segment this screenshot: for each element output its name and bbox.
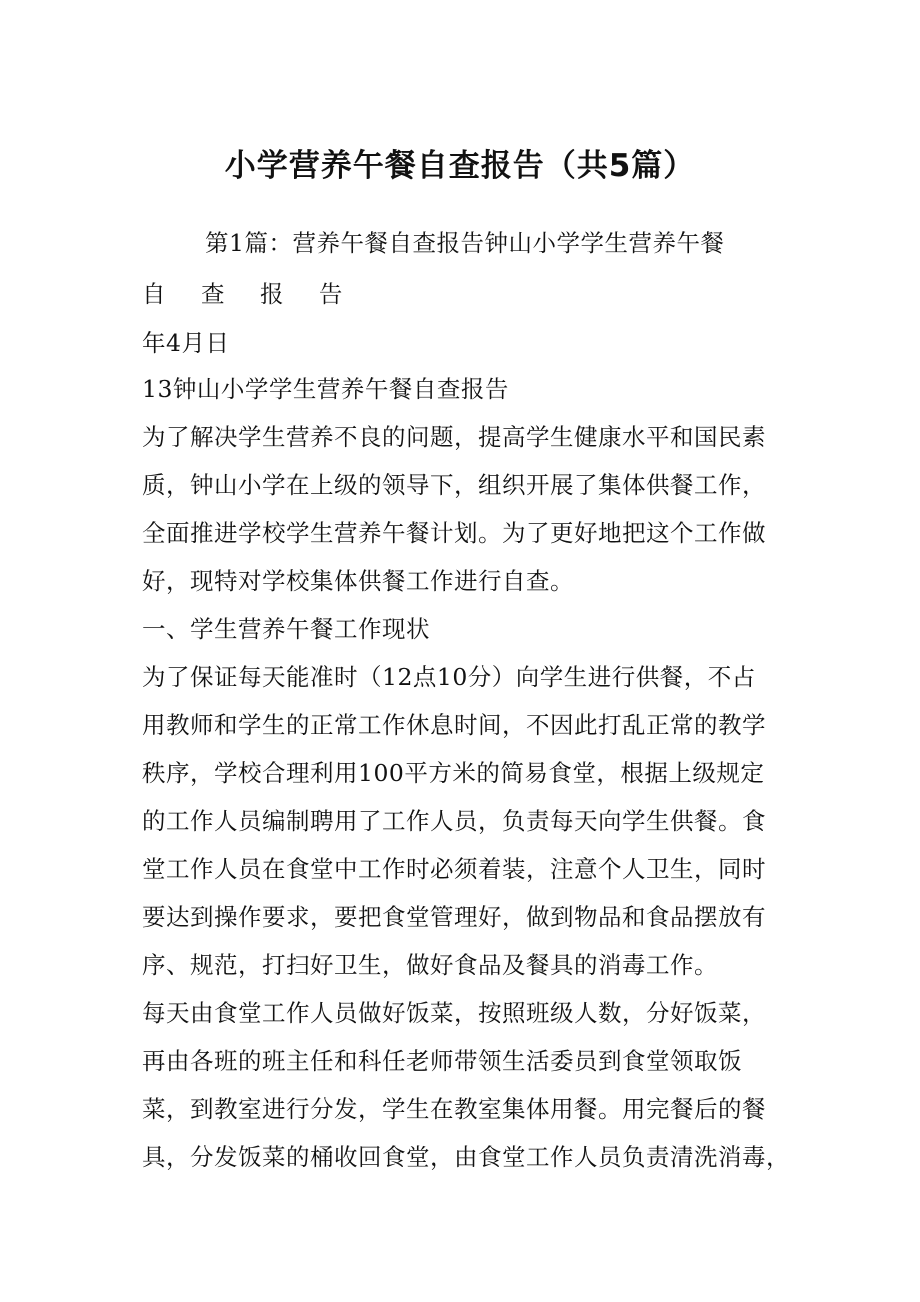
paragraph-line: 质，钟山小学在上级的领导下，组织开展了集体供餐工作， [142, 471, 766, 499]
paragraph-line: 序、规范，打扫好卫生，做好食品及餐具的消毒工作。 [142, 951, 718, 979]
paragraph-line: 用教师和学生的正常工作休息时间，不因此打乱正常的教学 [142, 711, 766, 739]
paragraph-line: 为了保证每天能准时（12点10分）向学生进行供餐，不占 [142, 663, 756, 691]
paragraph-line: 再由各班的班主任和科任老师带领生活委员到食堂领取饭 [142, 1047, 742, 1075]
paragraph-line: 为了解决学生营养不良的问题，提高学生健康水平和国民素 [142, 423, 766, 451]
section-heading-status: 一、学生营养午餐工作现状 [142, 615, 430, 643]
paragraph-line: 每天由食堂工作人员做好饭菜，按照班级人数，分好饭菜， [142, 999, 766, 1027]
paragraph-line: 好，现特对学校集体供餐工作进行自查。 [142, 567, 574, 595]
report-label: 自 查 报 告 [142, 280, 357, 308]
paragraph-line: 菜，到教室进行分发，学生在教室集体用餐。用完餐后的餐 [142, 1095, 766, 1123]
paragraph-line: 的工作人员编制聘用了工作人员，负责每天向学生供餐。食 [142, 807, 766, 835]
section-heading: 第1篇：营养午餐自查报告钟山小学学生营养午餐 [205, 229, 725, 257]
date-line: 年4月日 [142, 329, 230, 357]
page-title: 小学营养午餐自查报告（共5篇） [224, 148, 696, 184]
report-title-line: 13钟山小学学生营养午餐自查报告 [142, 375, 509, 403]
paragraph-line: 具，分发饭菜的桶收回食堂，由食堂工作人员负责清洗消毒， [142, 1143, 790, 1171]
paragraph-line: 堂工作人员在食堂中工作时必须着装，注意个人卫生，同时 [142, 855, 766, 883]
paragraph-line: 秩序，学校合理利用100平方米的简易食堂，根据上级规定 [142, 759, 765, 787]
paragraph-line: 要达到操作要求，要把食堂管理好，做到物品和食品摆放有 [142, 903, 766, 931]
paragraph-line: 全面推进学校学生营养午餐计划。为了更好地把这个工作做 [142, 519, 766, 547]
